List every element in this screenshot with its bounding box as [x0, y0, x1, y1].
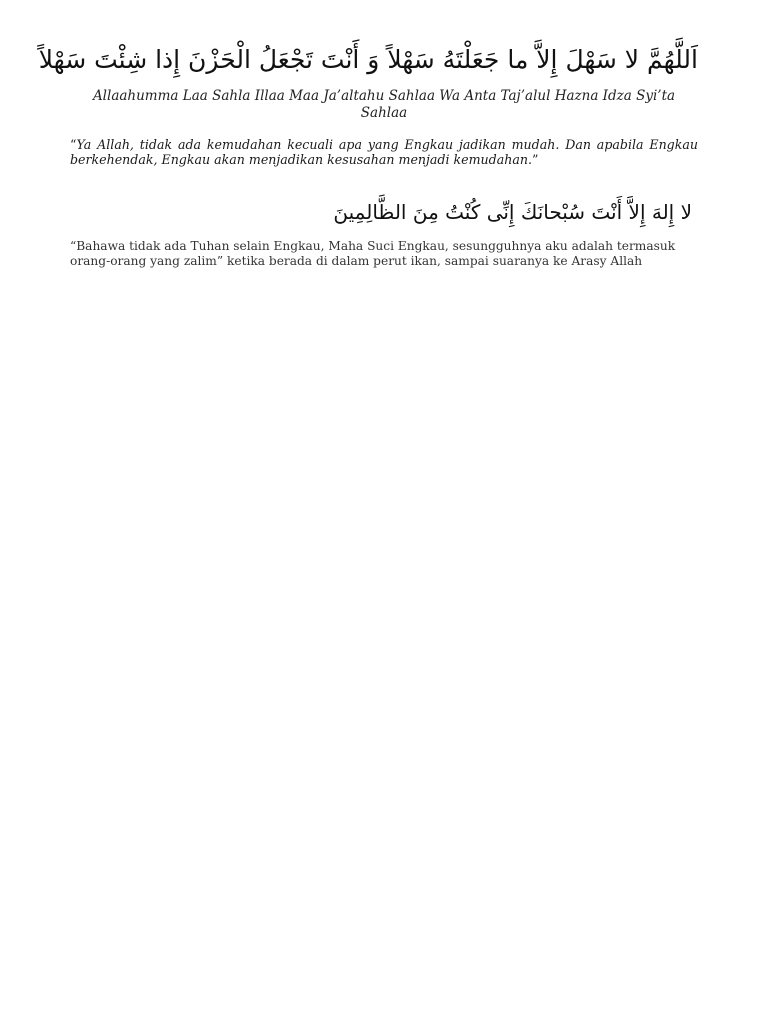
doa-1-transliteration: Allaahumma Laa Sahla Illaa Maa Ja’altahu Sahlaa Wa Anta Taj’alul Hazna Idza Syi’ta Sahlaa	[92, 88, 676, 121]
doa-2-arabic-text: لا إِلهَ إِلاَّ أَنْتَ سُبْحانَكَ إِنِّى كُنْتُ مِنَ الظَّالِمِينَ	[333, 200, 692, 224]
doa-1-meaning-text: Ya Allah, tidak ada kemudahan kecuali apa yang Engkau jadikan mudah. Dan apabila Engkau berkehendak, Engkau akan menjadikan kesusahan menjadi kemudahan.	[70, 137, 698, 167]
document-page	[38, 0, 698, 269]
doa-2-arabic-line	[70, 195, 698, 229]
doa-2-meaning: “Bahawa tidak ada Tuhan selain Engkau, Maha Suci Engkau, sesungguhnya aku adalah termasuk orang-orang yang zalim” ketika berada di dalam perut ikan, sampai suaranya ke Arasy Allah	[70, 239, 676, 268]
open-quote: “	[70, 137, 77, 152]
doa-1-meaning	[70, 137, 698, 167]
doa-1-arabic-text: اَللَّهُمَّ لا سَهْلَ إِلاَّ ما جَعَلْتَهُ سَهْلاً وَ أَنْتَ تَجْعَلُ الْحَزْنَ إِذا شِئْتَ سَهْلاً	[38, 45, 698, 74]
close-quote: ”	[531, 152, 539, 167]
